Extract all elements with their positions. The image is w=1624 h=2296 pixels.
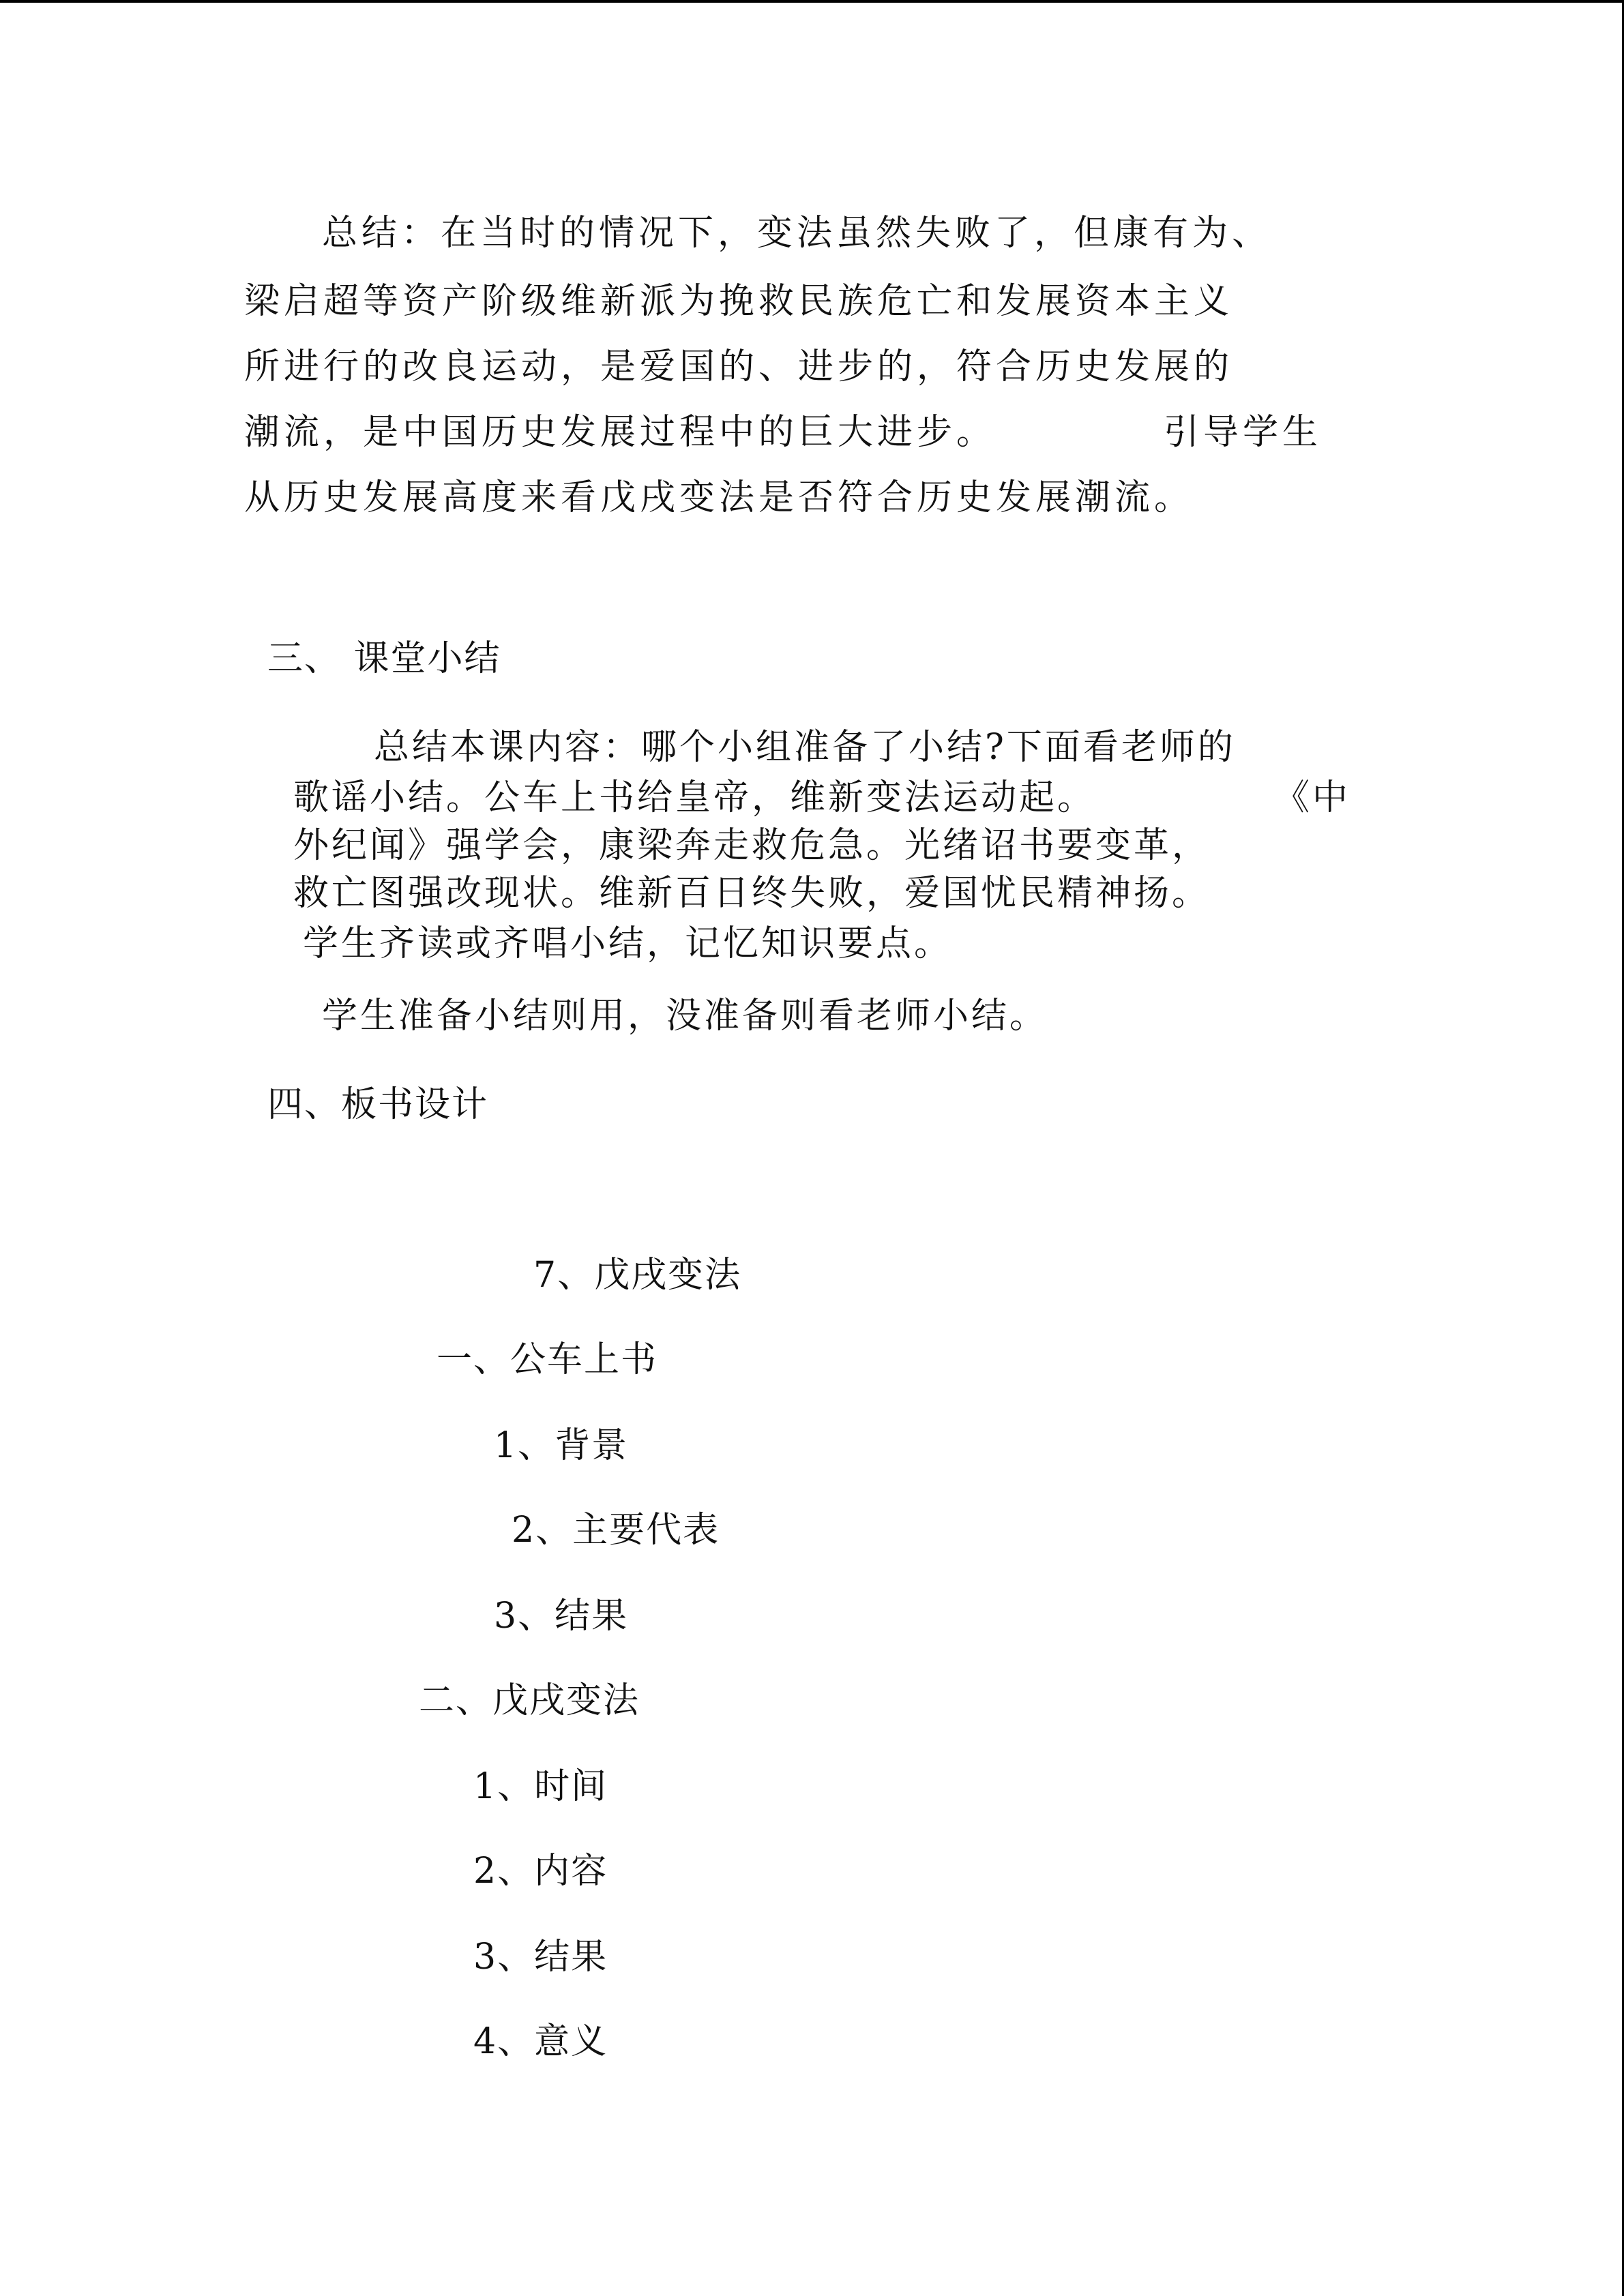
page-top-border <box>0 0 1624 3</box>
section3-line-2: 歌谣小结。公车上书给皇帝，维新变法运动起。 <box>293 777 1096 818</box>
board-part2-title: 二、戊戌变法 <box>419 1680 640 1721</box>
summary-line-4: 潮流，是中国历史发展过程中的巨大进步。 <box>244 412 996 453</box>
board-part2-item-4: 4、意义 <box>473 2021 608 2062</box>
board-part1-item-3: 3、结果 <box>494 1596 629 1637</box>
section4-title: 四、板书设计 <box>267 1084 489 1125</box>
board-part2-item-3: 3、结果 <box>473 1937 608 1978</box>
section3-title: 三、 课堂小结 <box>267 638 501 679</box>
board-part1-title: 一、公车上书 <box>437 1339 658 1380</box>
section3-line-3: 外纪闻》强学会，康梁奔走救危急。光绪诏书要变革， <box>293 825 1211 866</box>
summary-line-1: 总结：在当时的情况下，变法虽然失败了，但康有为、 <box>322 213 1272 254</box>
board-part2-item-1: 1、时间 <box>473 1766 608 1807</box>
summary-line-3: 所进行的改良运动，是爱国的、进步的，符合历史发展的 <box>244 346 1234 387</box>
section3-line-6: 学生准备小结则用，没准备则看老师小结。 <box>322 996 1048 1037</box>
board-title: 7、戊戌变法 <box>533 1255 742 1296</box>
board-part1-item-2: 2、主要代表 <box>512 1510 720 1551</box>
section3-line-1: 总结本课内容：哪个小组准备了小结?下面看老师的 <box>374 727 1236 768</box>
summary-line-2: 梁启超等资产阶级维新派为挽救民族危亡和发展资本主义 <box>244 281 1234 322</box>
summary-aside: 引导学生 <box>1164 412 1323 453</box>
board-part1-item-1: 1、背景 <box>494 1425 629 1466</box>
section3-line-5: 学生齐读或齐唱小结，记忆知识要点。 <box>303 923 953 964</box>
summary-line-5: 从历史发展高度来看戊戌变法是否符合历史发展潮流。 <box>244 477 1194 518</box>
board-part2-item-2: 2、内容 <box>473 1851 608 1892</box>
section3-aside: 《中 <box>1274 777 1351 818</box>
section3-line-4: 救亡图强改现状。维新百日终失败，爱国忧民精神扬。 <box>293 873 1211 914</box>
